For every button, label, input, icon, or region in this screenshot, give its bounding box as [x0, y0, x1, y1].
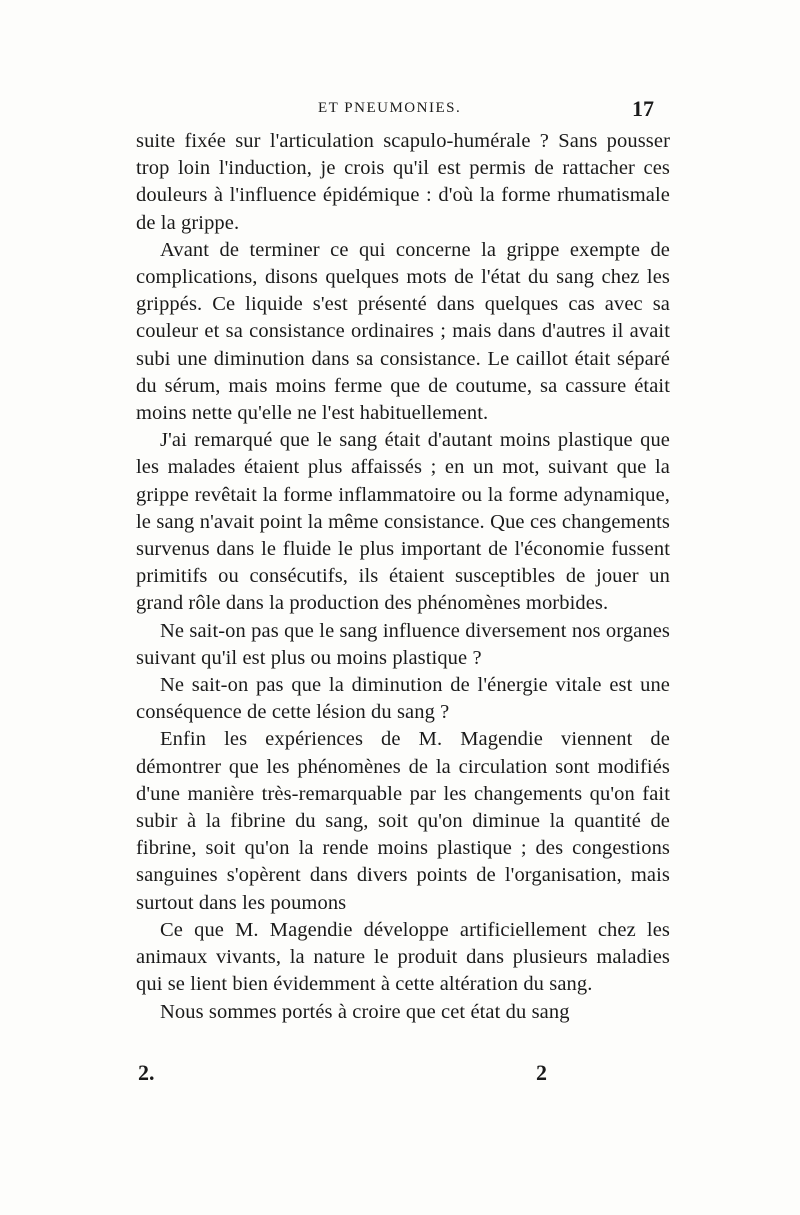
- paragraph-continuation: suite fixée sur l'articulation scapulo-humérale ? Sans pousser trop loin l'induction, je crois qu'il est permis de rattacher ces douleurs à l'influence épidémique : d'où la forme rhumatismale de la grippe.: [136, 130, 670, 234]
- body-text: [136, 128, 670, 1026]
- paragraph-incomplete: Nous sommes portés à croire que cet état du sang: [160, 1000, 570, 1023]
- paragraph: Ne sait-on pas que la diminution de l'énergie vitale est une conséquence de cette lésion du sang ?: [136, 674, 670, 724]
- running-title: ET PNEUMONIES.: [318, 100, 462, 116]
- paragraph: J'ai remarqué que le sang était d'autant moins plastique que les malades étaient plus affaissés ; en un mot, suivant que la grippe revêtait la forme inflammatoire ou la forme adynamique, le sang n'avait point la même consistance. Que ces changements survenus dans le fluide le plus important de l'économie fussent primitifs ou consécutifs, ils étaient susceptibles de jouer un grand rôle dans la production des phénomènes morbides.: [136, 429, 670, 615]
- paragraph: Ce que M. Magendie développe artificiellement chez les animaux vivants, la nature le produit dans plusieurs maladies qui se lient bien évidemment à cette altération du sang.: [136, 918, 670, 996]
- page-footer: [0, 1060, 800, 1090]
- paragraph: Avant de terminer ce qui concerne la grippe exempte de complications, disons quelques mots de l'état du sang chez les grippés. Ce liquide s'est présenté dans quelques cas avec sa couleur et sa consistance ordinaires ; mais dans d'autres il avait subi une diminution dans sa consistance. Le caillot était séparé du sérum, mais moins ferme que de coutume, sa cassure était moins nette qu'elle ne l'est habituellement.: [136, 238, 670, 425]
- running-head: [0, 96, 800, 126]
- page-number: 17: [632, 96, 654, 121]
- signature-number: 2: [536, 1060, 547, 1085]
- signature-mark: 2.: [138, 1060, 155, 1085]
- paragraph: Ne sait-on pas que le sang influence diversement nos organes suivant qu'il est plus ou moins plastique ?: [136, 619, 670, 669]
- paragraph: Enfin les expériences de M. Magendie viennent de démontrer que les phénomènes de la circulation sont modifiés d'une manière très-remarquable par les changements qu'on fait subir à la fibrine du sang, soit qu'on diminue la quantité de fibrine, soit qu'on la rende moins plastique ; des congestions sanguines s'opèrent dans divers points de l'organisation, mais surtout dans les poumons: [136, 728, 670, 914]
